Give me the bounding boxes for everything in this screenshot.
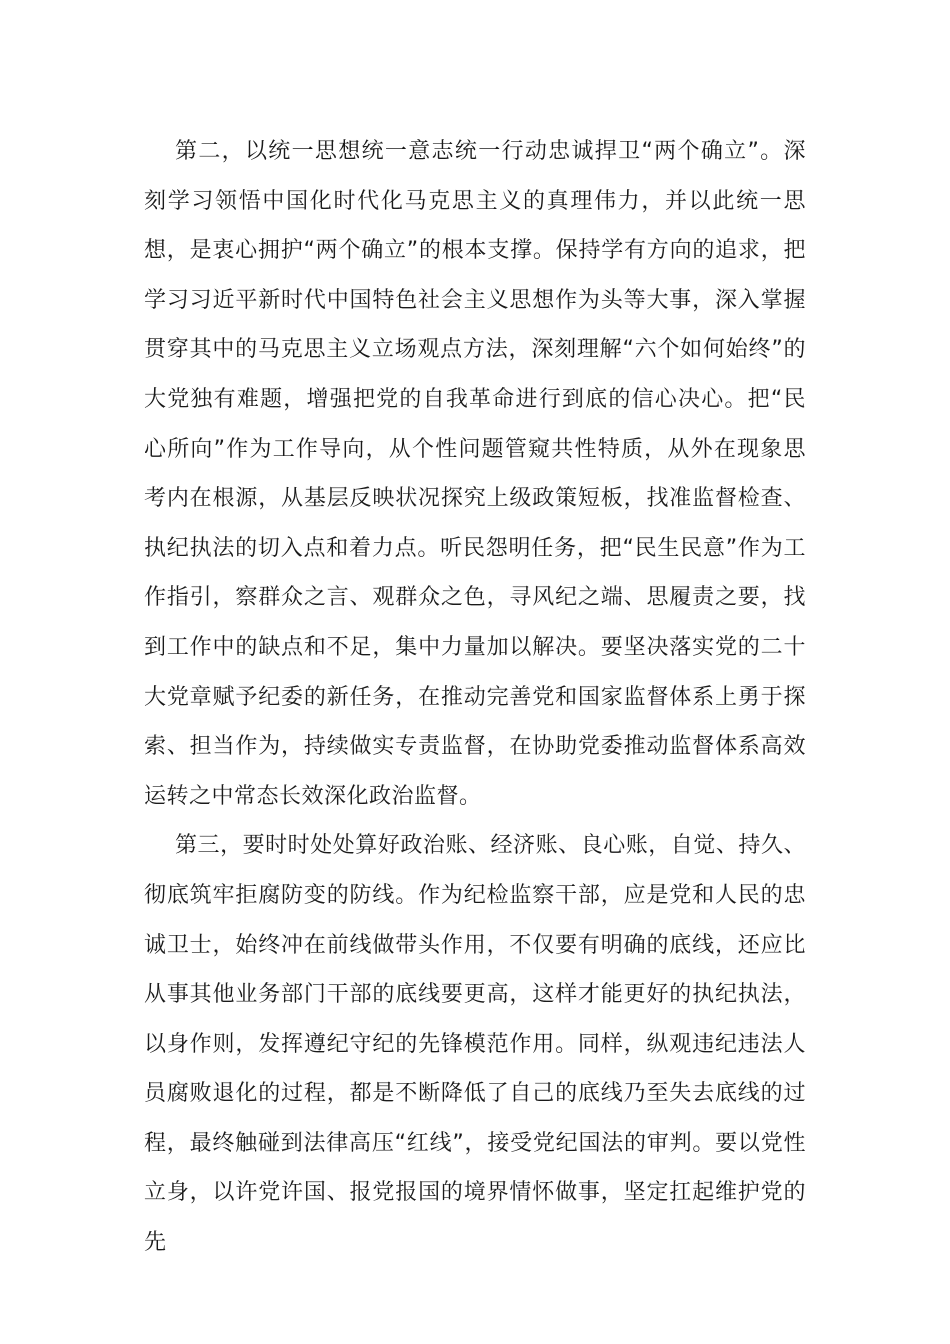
text-line: 中的马克思主义立场观点方法，深刻理解“六个如何始终”的大党独有 — [144, 337, 806, 412]
text-line: 身，以许党许国、报党报国的境界情怀做事，坚定扛起维护党的先 — [144, 1180, 806, 1256]
paragraph-third-point — [144, 821, 806, 1267]
paragraph-second-point — [144, 127, 806, 821]
text-line: 第二，以统一思想统一意志统一行动忠诚捍卫“两个确立”。深刻 — [144, 139, 806, 214]
text-line: 以身作则，发挥遵纪守纪的先锋模范作用。同样，纵观违纪违法人 — [144, 1031, 806, 1057]
text-line: 员腐败退化的过程，都是不断降低了自己的底线乃至失去底线的过 — [144, 1081, 806, 1107]
text-line: 是衷心拥护“两个确立”的根本支撑。保持学有方向的追求，把学习习 — [144, 238, 806, 313]
text-line: 近平新时代中国特色社会主义思想作为头等大事，深入掌握贯穿其 — [144, 287, 806, 363]
text-line: 从基层反映状况探究上级政策短板，找准监督检查、执纪执法的切 — [144, 486, 806, 561]
text-line: 工作导向，从个性问题管窥共性特质，从外在现象思考内在根源， — [144, 436, 806, 512]
text-line: 之言、观群众之色，寻风纪之端、思履责之要，找到工作中的缺点 — [144, 585, 806, 660]
text-line: 彻底筑牢拒腐防变的防线。作为纪检监察干部，应是党和人民的忠 — [144, 882, 806, 908]
text-line: 的新任务，在推动完善党和国家监督体系上勇于探索、担当作为， — [144, 684, 806, 760]
text-line: 程，最终触碰到法律高压“红线”，接受党纪国法的审判。要以党性立 — [144, 1130, 806, 1206]
text-line: 第三，要时时处处算好政治账、经济账、良心账，自觉、持久、 — [175, 833, 806, 859]
text-line: 从事其他业务部门干部的底线要更高，这样才能更好的执纪执法， — [144, 982, 806, 1008]
text-line: 难题，增强把党的自我革命进行到底的信心决心。把“民心所向”作为 — [144, 386, 806, 462]
text-line: 持续做实专责监督，在协助党委推动监督体系高效运转之中常态长 — [144, 734, 806, 809]
text-line: 入点和着力点。听民怨明任务，把“民生民意”作为工作指引，察群众 — [144, 535, 806, 611]
document-body — [144, 127, 806, 1268]
text-line: 学习领悟中国化时代化马克思主义的真理伟力，并以此统一思想， — [144, 188, 806, 264]
text-line: 和不足，集中力量加以解决。要坚决落实党的二十大党章赋予纪委 — [144, 634, 806, 710]
text-line: 效深化政治监督。 — [301, 783, 482, 809]
text-line: 诚卫士，始终冲在前线做带头作用，不仅要有明确的底线，还应比 — [144, 932, 806, 958]
